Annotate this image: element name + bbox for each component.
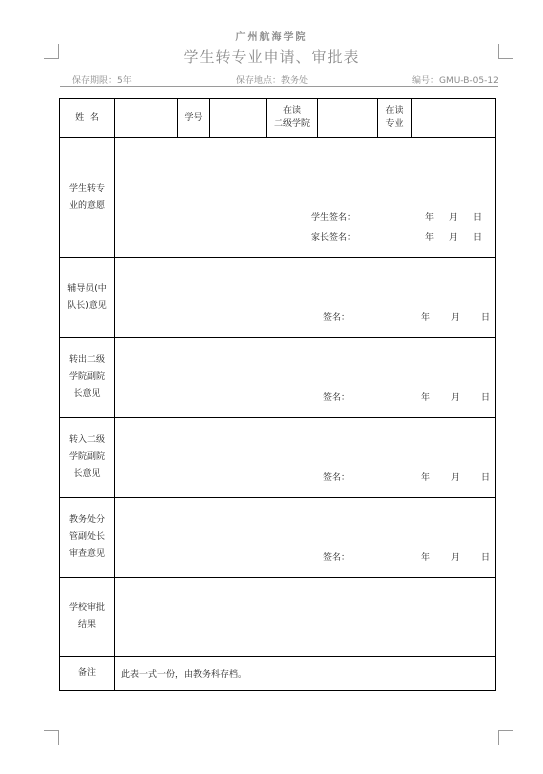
school-name: 广州航海学院 <box>235 32 308 43</box>
date-day: 日 <box>481 473 491 483</box>
date-month: 月 <box>451 553 461 563</box>
date-day: 日 <box>473 233 483 243</box>
academic-field[interactable] <box>115 498 496 578</box>
student-id-field[interactable] <box>210 99 267 138</box>
date-year: 年 <box>425 213 435 223</box>
date-day: 日 <box>481 393 491 403</box>
result-field[interactable] <box>115 578 496 657</box>
remark-row <box>60 657 496 691</box>
out-dean-row <box>60 338 496 418</box>
document-title: 学生转专业申请、审批表 <box>183 48 360 66</box>
document-code: 编号：GMU-B-05-12 <box>412 76 499 86</box>
date-month: 月 <box>451 393 461 403</box>
wish-field[interactable] <box>115 138 496 258</box>
date-year: 年 <box>421 393 431 403</box>
wish-row <box>60 138 496 258</box>
counselor-field[interactable] <box>115 258 496 338</box>
in-dean-row <box>60 418 496 498</box>
sign-label: 签名： <box>323 553 351 563</box>
out-dean-label: 转出二级 学院副院 长意见 <box>60 338 115 418</box>
sign-label: 签名： <box>323 473 351 483</box>
storage-location: 保存地点：教务处 <box>236 76 309 86</box>
header-rule <box>60 86 498 87</box>
current-major-label: 在读 专业 <box>378 99 412 138</box>
retention-period: 保存期限：5年 <box>72 76 132 86</box>
wish-label: 学生转专 业的意愿 <box>60 138 115 258</box>
sign-label: 签名： <box>323 313 351 323</box>
student-id-label: 学号 <box>178 99 210 138</box>
name-field[interactable] <box>115 99 178 138</box>
academic-label: 教务处分 管副处长 审查意见 <box>60 498 115 578</box>
in-dean-label: 转入二级 学院副院 长意见 <box>60 418 115 498</box>
remark-text: 此表一式一份，由教务科存档。 <box>115 657 496 691</box>
date-day: 日 <box>481 553 491 563</box>
result-label: 学校审批 结果 <box>60 578 115 657</box>
current-college-label: 在读 二级学院 <box>267 99 318 138</box>
crop-mark-bottom-right <box>498 730 513 745</box>
date-month: 月 <box>451 473 461 483</box>
result-row <box>60 578 496 657</box>
current-college-field[interactable] <box>318 99 378 138</box>
date-year: 年 <box>421 473 431 483</box>
crop-mark-bottom-left <box>44 730 59 745</box>
date-month: 月 <box>449 213 459 223</box>
out-dean-field[interactable] <box>115 338 496 418</box>
current-major-field[interactable] <box>412 99 496 138</box>
date-year: 年 <box>425 233 435 243</box>
student-sign-label: 学生签名： <box>311 213 357 223</box>
application-form <box>59 98 496 691</box>
parent-sign-label: 家长签名： <box>311 233 357 243</box>
academic-row <box>60 498 496 578</box>
header-row <box>60 99 496 138</box>
date-day: 日 <box>473 213 483 223</box>
in-dean-field[interactable] <box>115 418 496 498</box>
counselor-label: 辅导员(中 队长)意见 <box>60 258 115 338</box>
remark-label: 备注 <box>60 657 115 691</box>
date-month: 月 <box>451 313 461 323</box>
date-month: 月 <box>449 233 459 243</box>
sign-label: 签名： <box>323 393 351 403</box>
date-year: 年 <box>421 553 431 563</box>
counselor-row <box>60 258 496 338</box>
name-label: 姓 名 <box>60 99 115 138</box>
date-year: 年 <box>421 313 431 323</box>
date-day: 日 <box>481 313 491 323</box>
